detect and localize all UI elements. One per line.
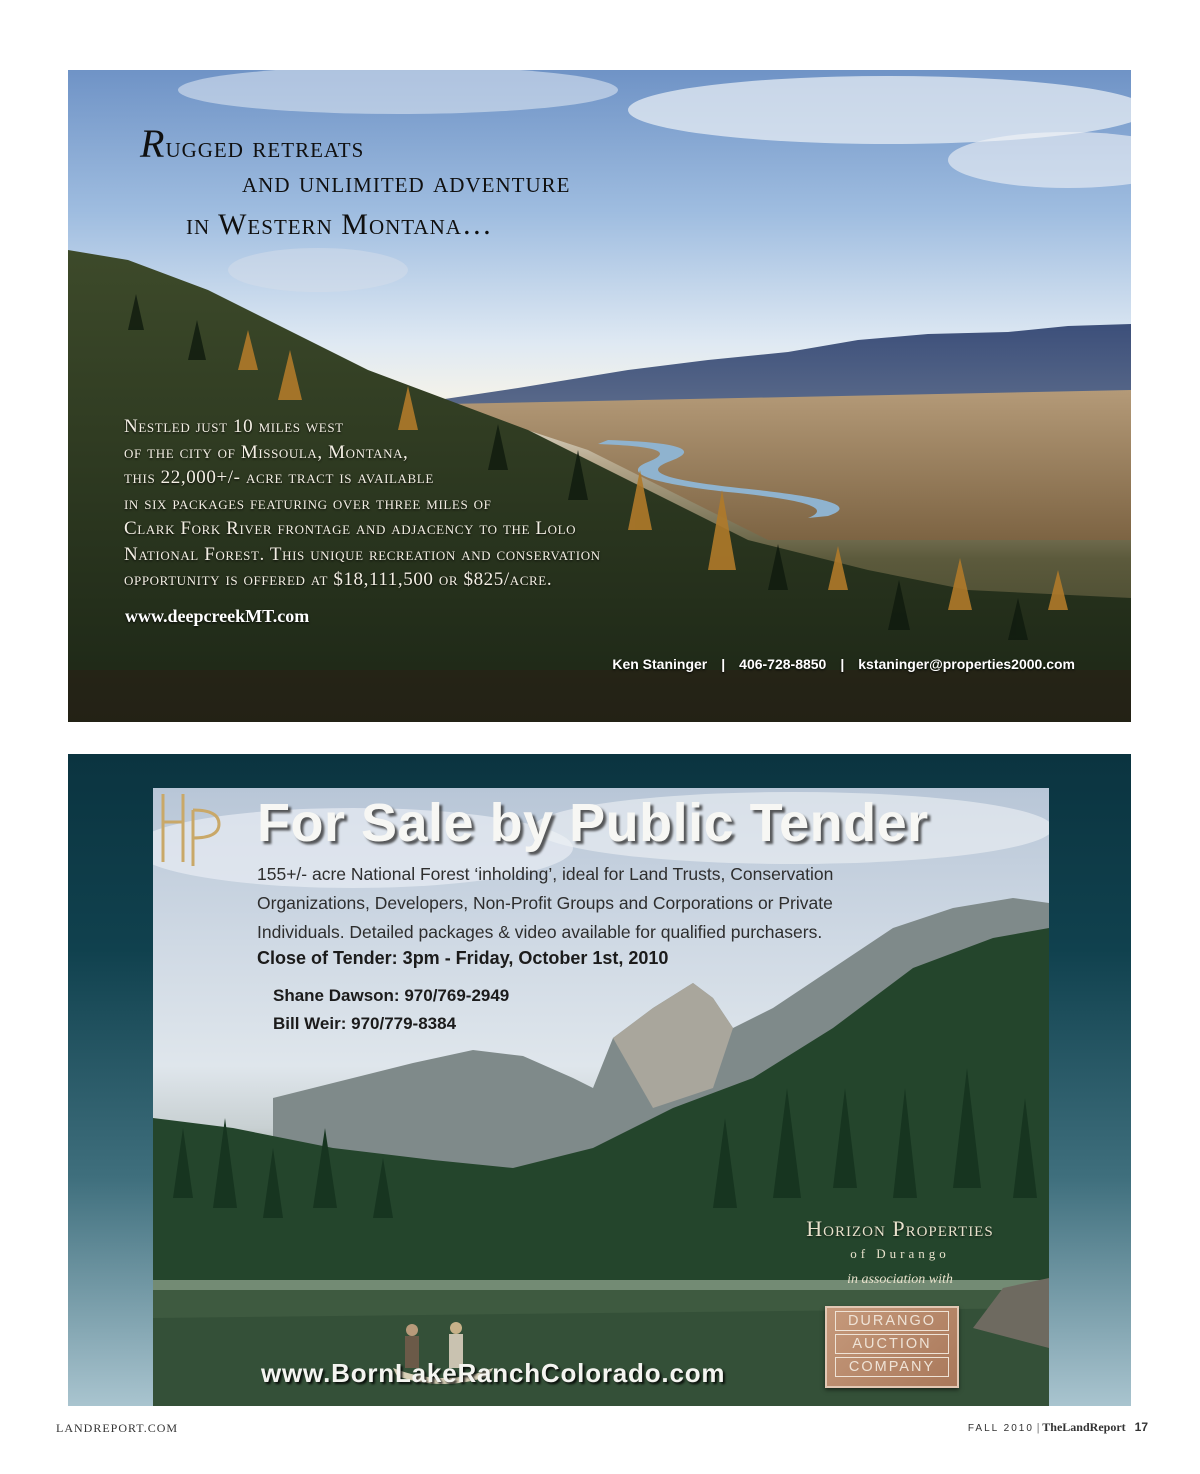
description-line: Clark Fork River frontage and adjacency to the Lolo: [124, 518, 577, 539]
association-text: in association with: [847, 1272, 953, 1287]
footer-folio: [968, 1420, 1148, 1435]
contact-separator: |: [840, 656, 845, 672]
contact-bill-weir: [273, 1014, 456, 1034]
auction-logo-line: AUCTION: [835, 1334, 949, 1354]
description-line: Nestled just 10 miles west: [124, 416, 344, 437]
headline-line-3: in Western Montana…: [186, 208, 493, 241]
contact-separator: |: [721, 656, 726, 672]
description-line: National Forest. This unique recreation and conservation: [124, 543, 601, 565]
contact-email-link[interactable]: kstaninger@properties2000.com: [858, 656, 1075, 672]
contact-phone[interactable]: 970/769-2949: [404, 986, 510, 1005]
montana-contact-bar: [612, 656, 1075, 672]
contact-shane-dawson: [273, 986, 509, 1006]
montana-description: [124, 414, 601, 593]
headline-line-1: Rugged retreats: [140, 121, 365, 166]
description-line: 155+/- acre National Forest ‘inholding’, ideal for Land Trusts, Conservation: [257, 864, 834, 884]
close-of-tender: Close of Tender: 3pm - Friday, October 1st, 2010: [257, 948, 669, 968]
broker-name: Horizon Properties: [806, 1216, 994, 1241]
contact-phone[interactable]: 970/779-8384: [351, 1014, 457, 1033]
montana-ad: [68, 70, 1131, 722]
description-line: opportunity is offered at $18,111,500 or $825/acre.: [124, 569, 553, 590]
description-line: Individuals. Detailed packages & video available for qualified purchasers.: [257, 922, 823, 942]
horizon-properties-logo-icon: [153, 788, 223, 868]
description-line: Organizations, Developers, Non-Profit Groups and Corporations or Private: [257, 893, 833, 913]
description-line: this 22,000+/- acre tract is available: [124, 467, 434, 488]
footer-magazine-name: TheLandReport: [1042, 1420, 1126, 1434]
footer-divider: |: [1036, 1420, 1040, 1434]
born-lake-photo: [153, 788, 1049, 1406]
contact-name: Bill Weir:: [273, 1014, 347, 1033]
footer-season: FALL 2010: [967, 1423, 1034, 1434]
auction-logo-line: COMPANY: [835, 1357, 949, 1377]
durango-auction-company-logo: [825, 1306, 959, 1388]
montana-website-link[interactable]: www.deepcreekMT.com: [125, 606, 310, 626]
description-line: of the city of Missoula, Montana,: [124, 441, 409, 463]
page-number: 17: [1134, 1420, 1148, 1434]
auction-logo-line: DURANGO: [835, 1311, 949, 1331]
headline-line-2: and unlimited adventure: [242, 166, 571, 199]
description-line: in six packages featuring over three miles of: [124, 492, 492, 514]
broker-subname: of Durango: [850, 1246, 950, 1261]
tender-description: [257, 860, 833, 947]
footer-site-name[interactable]: LANDREPORT.COM: [56, 1421, 179, 1435]
contact-name: Shane Dawson:: [273, 986, 400, 1005]
tender-title: For Sale by Public Tender: [257, 793, 929, 853]
tender-ad: [68, 754, 1131, 1406]
tender-website-link[interactable]: www.BornLakeRanchColorado.com: [261, 1358, 726, 1388]
contact-name: Ken Staninger: [612, 656, 708, 672]
contact-phone[interactable]: 406-728-8850: [739, 656, 827, 672]
